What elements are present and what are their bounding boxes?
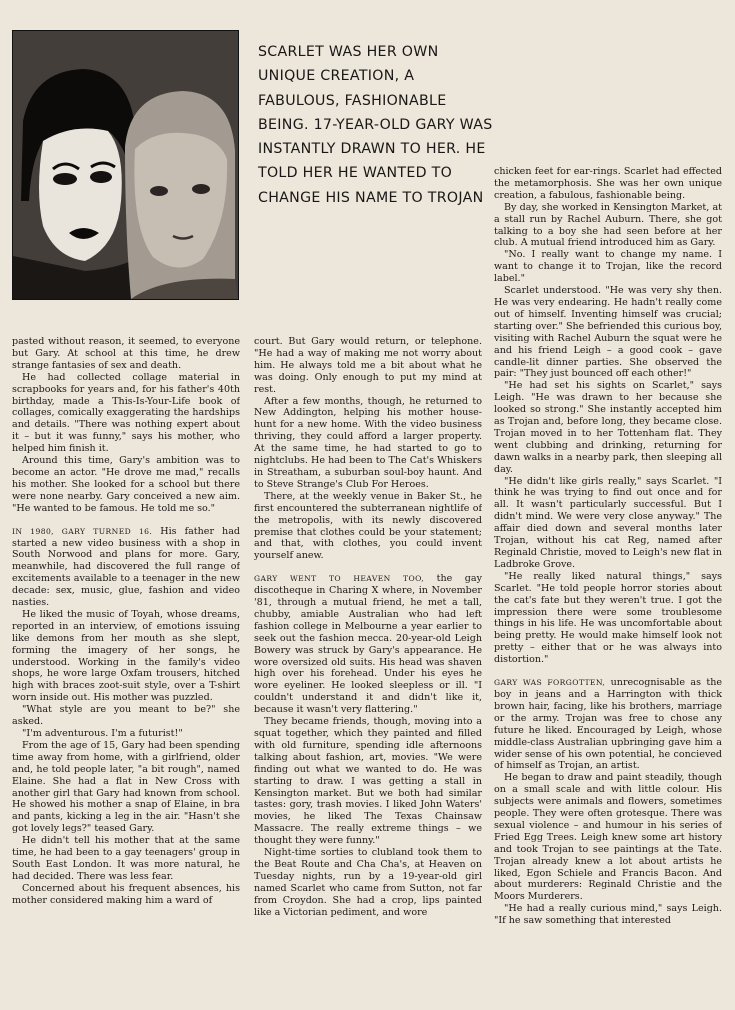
paragraph-text: Scarlet understood. "He was very shy then. He was very endearing. He hadn't really come out of himself. Inventing himself was crucial; starting over." She befriended this curious boy, visiting with Rachel Auburn the squat were he and his friend Leigh – a good cook – gave candle-lit dinner parties. She observed the pair: "They just bounced off each other!" [494,285,722,380]
article-paragraph [494,571,722,666]
article-paragraph [254,491,482,562]
paragraph-text: unrecognisable as the boy in jeans and a Harrington with thick brown hair, facing, like his brothers, marriage or the army. Trojan was free to chose any future he liked. Encouraged by Leigh, whose middle-class Australian upbringing gave him a wider sense of his own potential, he concieved of himself as Trojan, an artist. [494,677,722,772]
paragraph-text: "He had set his sights on Scarlet," says Leigh. "He was drawn to her because she looked so strong." She instantly accepted him as Trojan and, before long, they became close. Trojan moved in to her Tottenham flat. They went clubbing and drinking, returning for dawn walks in a nearby park, then sleeping all day. [494,380,722,475]
article-paragraph [494,166,722,202]
article-paragraph [254,396,482,491]
article-paragraph [494,380,722,475]
paragraph-text: After a few months, though, he returned to New Addington, helping his mother house-hunt for a new home. With the video business thriving, they could afford a larger property. At the same time, he had started to go to nightclubs. He had been to The Cat's Whiskers in Streatham, a suburban soul-boy haunt. And to Steve Strange's Club For Heroes. [254,395,482,490]
paragraph-text: "No. I really want to change my name. I want to change it to Trojan, like the record label." [494,249,722,285]
section-lead-in: GARY WAS FORGOTTEN, [494,678,606,688]
article-paragraph [494,202,722,250]
paragraph-text: "He had a really curious mind," says Leigh. "If he saw something that interested [494,903,722,927]
paragraph-text: He began to draw and paint steadily, though on a small scale and with little colour. His subjects were animals and flowers, sometimes people. They were often grotesque. There was sexual violence – and humour in his series of Fried Egg Trees. Leigh knew some art history and took Trojan to see paintings at the Tate. Trojan already knew a lot about artists he liked, Egon Schiele and Francis Bacon. And about murderers: Reginald Christie and the Moors Murderers. [494,772,722,903]
article-paragraph [12,609,240,704]
article-paragraph [494,249,722,285]
portrait-photo [13,31,238,299]
article-paragraph [12,883,240,907]
paragraph-text: "What style are you meant to be?" she asked. [12,704,240,728]
article-paragraph [12,740,240,835]
paragraph-text: He liked the music of Toyah, whose dreams, reported in an interview, of emotions issuing like demons from her mouth as she slept, forming the imagery of her songs, he understood. Working in the family's video shops, he wore large Oxfam trousers, hitched high with braces zoot-suit style, over a T-shirt worn inside out. His mother was puzzled. [12,608,240,704]
article-paragraph [494,677,722,772]
article-paragraph [254,573,482,716]
article-column-1 [12,336,240,1006]
article-column-3 [494,166,722,1006]
section-lead-in: GARY WENT TO HEAVEN TOO, [254,574,425,584]
article-paragraph [494,903,722,927]
article-paragraph [12,455,240,515]
article-paragraph [254,716,482,847]
section-lead-in: IN 1980, GARY TURNED 16. [12,526,153,536]
paragraph-text: From the age of 15, Gary had been spending time away from home, with a girlfriend, older and, he told people later, "a bit rough", named Elaine. She had a flat in New Cross with another girl that Gary had known from school. He showed his mother a snap of Elaine, in bra and pants, kicking a leg in the air. "Hasn't she got lovely legs?" teased Gary. [12,739,240,835]
paragraph-text: "He didn't like girls really," says Scarlet. "I think he was trying to find out once and for all. It wasn't particularly successful. But I didn't mind. We were very close anyway." The affair died down and several months later Trojan, without his cat Reg, named after Reginald Christie, moved to Leigh's new flat in Ladbroke Grove. [494,475,722,570]
photo-booth-portrait [12,30,239,300]
paragraph-text: pasted without reason, it seemed, to everyone but Gary. At school at this time, he drew strange fantasies of sex and death. [12,336,240,371]
article-paragraph [254,847,482,918]
paragraph-text: Night-time sorties to clubland took them to the Beat Route and Cha Cha's, at Heaven on Tuesday nights, run by a 19-year-old girl named Scarlet who came from Sutton, not far from Croydon. She had a crop, lips painted like a Victorian pediment, and wore [254,847,482,918]
paragraph-text: There, at the weekly venue in Baker St., he first encountered the subterranean nightlife of the metropolis, with its newly discovered premise that clothes could be your statement; and that, with clothes, you could invent yourself anew. [254,490,482,562]
pull-quote: SCARLET WAS HER OWN UNIQUE CREATION, A FABULOUS, FASHIONABLE BEING. 17-YEAR-OLD GARY WAS INSTANTLY DRAWN TO HER. HE TOLD HER HE WANTED TO CHANGE HIS NAME TO TROJAN [258,44,493,206]
article-paragraph [494,285,722,380]
paragraph-text: His father had started a new video business with a shop in South Norwood and plans for more. Gary, meanwhile, had discovered the full range of excitements available to a teenager in the new decade: sex, music, glue, fashion and video nasties. [12,525,240,609]
article-paragraph [494,476,722,571]
paragraph-text: He had collected collage material in scrapbooks for years and, for his father's 40th birthday, made a This-Is-Your-Life book of collages, comically exaggerating the hardships and details. "There was nothing expert about it – but it was funny," says his mother, who helped him finish it. [12,371,240,455]
paragraph-text: He didn't tell his mother that at the same time, he had been to a gay teenagers' group in South East London. It was more natural, he had decided. There was less fear. [12,835,240,882]
article-paragraph [494,772,722,903]
paragraph-text: chicken feet for ear-rings. Scarlet had effected the metamorphosis. She was her own unique creation, a fabulous, fashionable being. [494,166,722,201]
article-paragraph [12,835,240,883]
article-column-2 [254,336,482,1006]
article-paragraph [12,728,240,740]
article-paragraph [12,526,240,609]
paragraph-text: Concerned about his frequent absences, his mother considered making him a ward of [12,882,240,906]
article-paragraph [12,704,240,728]
paragraph-text: "I'm adventurous. I'm a futurist!" [22,728,183,739]
article-paragraph [254,336,482,396]
paragraph-text: court. But Gary would return, or telephone. "He had a way of making me not worry about him. He always told me a bit about what he was doing. Only enough to put my mind at rest. [254,336,482,395]
paragraph-text: the gay discotheque in Charing X where, in November '81, through a mutual friend, he met a tall, chubby, amiable Australian who had left fashion college in Melbourne a year earlier to seek out the fashion mecca. 20-year-old Leigh Bowery was struck by Gary's appearance. He wore oversized old suits. His head was shaven high over his forehead. Under his eyes he wore eyeliner. He looked sleepless or ill. "I couldn't understand it and didn't like it, because it wasn't very flattering." [254,573,482,716]
article-paragraph [12,372,240,455]
paragraph-text: Around this time, Gary's ambition was to become an actor. "He drove me mad," recalls his mother. She looked for a school but there were none nearby. Gary conceived a new aim. "He wanted to be famous. He told me so." [12,455,240,514]
article-paragraph [12,336,240,372]
paragraph-text: "He really liked natural things," says Scarlet. "He told people horror stories about the cat's fate but they weren't true. I got the impression there were some troublesome things in his life. He was uncomfortable about being pretty. He would make himself look not pretty – either that or he was always into distortion." [494,570,722,666]
paragraph-text: They became friends, though, moving into a squat together, which they painted and filled with old furniture, spending idle afternoons talking about fashion, art, movies. "We were finding out what we wanted to do. He was starting to draw. I was getting a stall in Kensington market. But we both had similar tastes: gory, trash movies. I liked John Waters' movies, he liked The Texas Chainsaw Massacre. The really extreme things – we thought they were funny." [254,716,482,847]
paragraph-text: By day, she worked in Kensington Market, at a stall run by Rachel Auburn. There, she got talking to a boy she had seen before at her club. A mutual friend introduced him as Gary. [494,201,722,249]
